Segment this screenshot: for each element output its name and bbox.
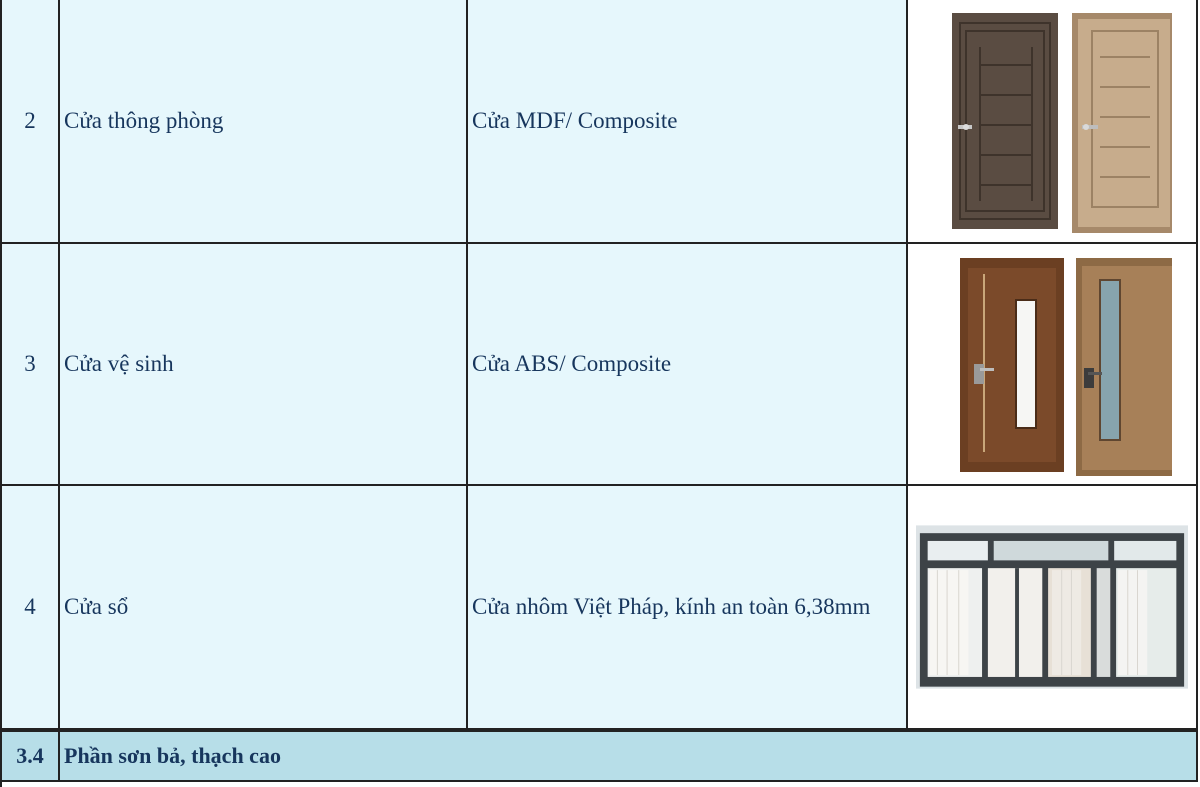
item-name: Cửa vệ sinh [64,351,174,376]
item-image-cell [908,244,1198,486]
item-spec: Cửa MDF/ Composite [472,108,678,133]
item-name-cell [60,0,468,244]
aluminum-window-icon [916,523,1188,691]
item-spec-cell [468,244,908,486]
interior-door-pair-icon [932,7,1172,235]
row-number: 3 [24,351,36,376]
bathroom-door-pair-icon [932,252,1172,476]
section-title-cell [60,730,1198,782]
item-name: Cửa sổ [64,594,129,619]
item-image-cell [908,0,1198,244]
section-title: Phần sơn bả, thạch cao [64,743,281,768]
item-name-cell [60,244,468,486]
row-number-cell [2,486,60,730]
row-number-cell [2,244,60,486]
section-number: 3.4 [16,743,44,768]
item-spec-cell [468,0,908,244]
row-number: 4 [24,594,36,619]
row-number: 2 [24,108,36,133]
row-number-cell [2,0,60,244]
item-name-cell [60,486,468,730]
item-image-cell [908,486,1198,730]
item-spec: Cửa nhôm Việt Pháp, kính an toàn 6,38mm [472,594,871,619]
item-spec-cell [468,486,908,730]
item-spec: Cửa ABS/ Composite [472,351,672,376]
section-number-cell [2,730,60,782]
item-name: Cửa thông phòng [64,108,224,133]
